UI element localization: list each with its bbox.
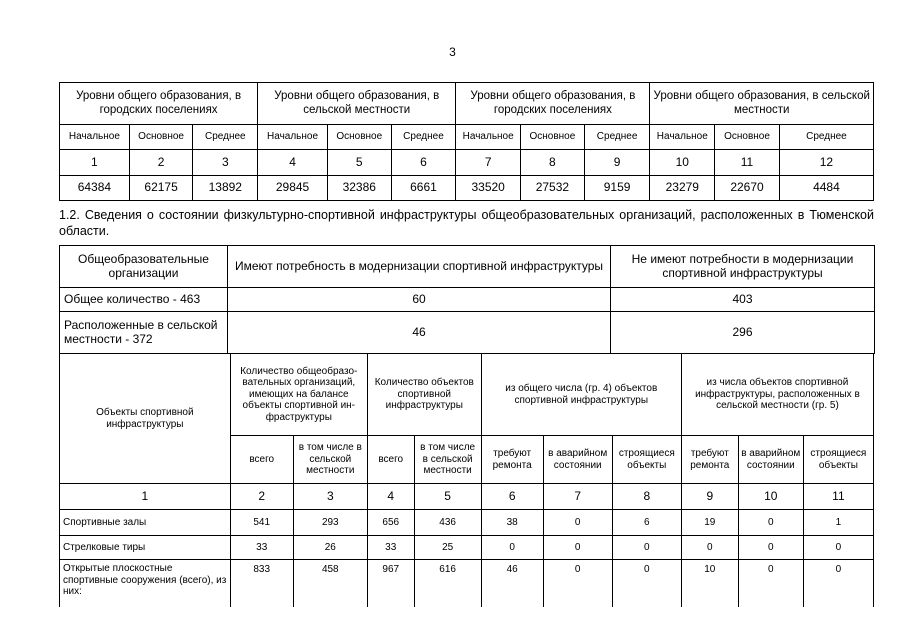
value-cell: 26 [293,536,367,560]
column-number: 4 [258,150,328,176]
column-number: 10 [650,150,715,176]
level-header: Начальное [456,125,521,150]
value-cell: 46 [228,312,611,354]
column-number: 5 [327,150,391,176]
value-cell: 0 [738,560,803,607]
value-cell: 0 [543,536,612,560]
subheader-emergency: в аварийном состоянии [543,436,612,484]
sports-objects-table [59,353,874,607]
header-objects: Объекты спортивной инфраструктуры [60,354,231,484]
value-cell: 19 [681,510,738,536]
header-need-modernization: Имеют потребность в модернизации спортивной инфраструктуры [228,246,611,288]
value-cell: 6661 [391,176,456,201]
value-cell: 33 [367,536,414,560]
level-header: Среднее [193,125,258,150]
column-number: 11 [715,150,780,176]
level-header: Начальное [258,125,328,150]
value-cell: 46 [481,560,543,607]
value-cell: 13892 [193,176,258,201]
column-number: 8 [612,484,681,510]
value-cell: 296 [611,312,875,354]
column-number: 4 [367,484,414,510]
column-number: 9 [681,484,738,510]
table-row [60,560,874,607]
subheader-need-repair: требуют ремонта [681,436,738,484]
column-number: 10 [738,484,803,510]
value-cell: 4484 [779,176,873,201]
value-cell: 293 [293,510,367,536]
subheader-rural: в том числе в сельской местности [293,436,367,484]
value-cell: 458 [293,560,367,607]
value-cell: 32386 [327,176,391,201]
value-cell: 0 [543,510,612,536]
value-cell: 1 [803,510,873,536]
value-cell: 0 [738,510,803,536]
group-header: Уровни общего образования, в городских поселениях [456,83,650,125]
column-number: 3 [193,150,258,176]
value-cell: 25 [414,536,481,560]
value-cell: 33 [230,536,293,560]
value-cell: 23279 [650,176,715,201]
group-header: Уровни общего образования, в городских поселениях [60,83,258,125]
level-header: Основное [129,125,193,150]
column-number: 1 [60,484,231,510]
level-header: Среднее [779,125,873,150]
value-cell: 33520 [456,176,521,201]
value-cell: 38 [481,510,543,536]
column-number: 8 [521,150,585,176]
value-cell: 0 [612,536,681,560]
column-number: 6 [481,484,543,510]
value-cell: 0 [612,560,681,607]
level-header: Основное [521,125,585,150]
header-orgs-count: Количество общеобразо-вательных организаций, имеющих на балансе объекты спортивной ин-фраструктуры [230,354,367,436]
row-label: Стрелковые тиры [60,536,231,560]
value-cell: 9159 [584,176,650,201]
header-of-rural: из числа объектов спортивной инфраструктуры, расположенных в сельской местности (гр. 5) [681,354,873,436]
value-cell: 10 [681,560,738,607]
subheader-need-repair: требуют ремонта [481,436,543,484]
value-cell: 0 [543,560,612,607]
education-levels-table [59,82,874,201]
value-cell: 967 [367,560,414,607]
group-header: Уровни общего образования, в сельской местности [650,83,874,125]
value-cell: 541 [230,510,293,536]
column-number: 5 [414,484,481,510]
page-number: 3 [449,45,456,59]
value-cell: 0 [738,536,803,560]
value-cell: 27532 [521,176,585,201]
header-organizations: Общеобразовательные организации [60,246,228,288]
row-label: Общее количество - 463 [60,288,228,312]
subheader-rural: в том числе в сельской местности [414,436,481,484]
level-header: Основное [715,125,780,150]
value-cell: 22670 [715,176,780,201]
table-row [60,536,874,560]
value-cell: 60 [228,288,611,312]
column-number: 7 [543,484,612,510]
subheader-under-construction: строящиеся объекты [612,436,681,484]
value-cell: 62175 [129,176,193,201]
header-of-total: из общего числа (гр. 4) объектов спортивной инфраструктуры [481,354,681,436]
group-header: Уровни общего образования, в сельской местности [258,83,456,125]
value-cell: 403 [611,288,875,312]
column-number: 2 [230,484,293,510]
infrastructure-summary-table [59,245,875,354]
level-header: Среднее [391,125,456,150]
value-cell: 29845 [258,176,328,201]
level-header: Среднее [584,125,650,150]
value-cell: 0 [481,536,543,560]
subheader-under-construction: строящиеся объекты [803,436,873,484]
column-number: 2 [129,150,193,176]
column-number: 7 [456,150,521,176]
column-number: 6 [391,150,456,176]
value-cell: 0 [681,536,738,560]
level-header: Начальное [650,125,715,150]
value-cell: 0 [803,536,873,560]
section-paragraph: 1.2. Сведения о состоянии физкультурно-спортивной инфраструктуры общеобразовательных организаций, расположенных в Тюменской области. [59,208,874,238]
subheader-total: всего [367,436,414,484]
column-number: 3 [293,484,367,510]
row-label: Расположенные в сельской местности - 372 [60,312,228,354]
column-number: 1 [60,150,130,176]
row-label: Спортивные залы [60,510,231,536]
row-label: Открытые плоскостные спортивные сооружения (всего), из них: [60,560,231,607]
table-row [60,510,874,536]
value-cell: 656 [367,510,414,536]
header-objects-count: Количество объектов спортивной инфраструктуры [367,354,481,436]
subheader-emergency: в аварийном состоянии [738,436,803,484]
value-cell: 833 [230,560,293,607]
value-cell: 436 [414,510,481,536]
value-cell: 616 [414,560,481,607]
value-cell: 64384 [60,176,130,201]
column-number: 12 [779,150,873,176]
level-header: Основное [327,125,391,150]
column-number: 11 [803,484,873,510]
value-cell: 0 [803,560,873,607]
value-cell: 6 [612,510,681,536]
level-header: Начальное [60,125,130,150]
header-no-need-modernization: Не имеют потребности в модернизации спортивной инфраструктуры [611,246,875,288]
subheader-total: всего [230,436,293,484]
column-number: 9 [584,150,650,176]
